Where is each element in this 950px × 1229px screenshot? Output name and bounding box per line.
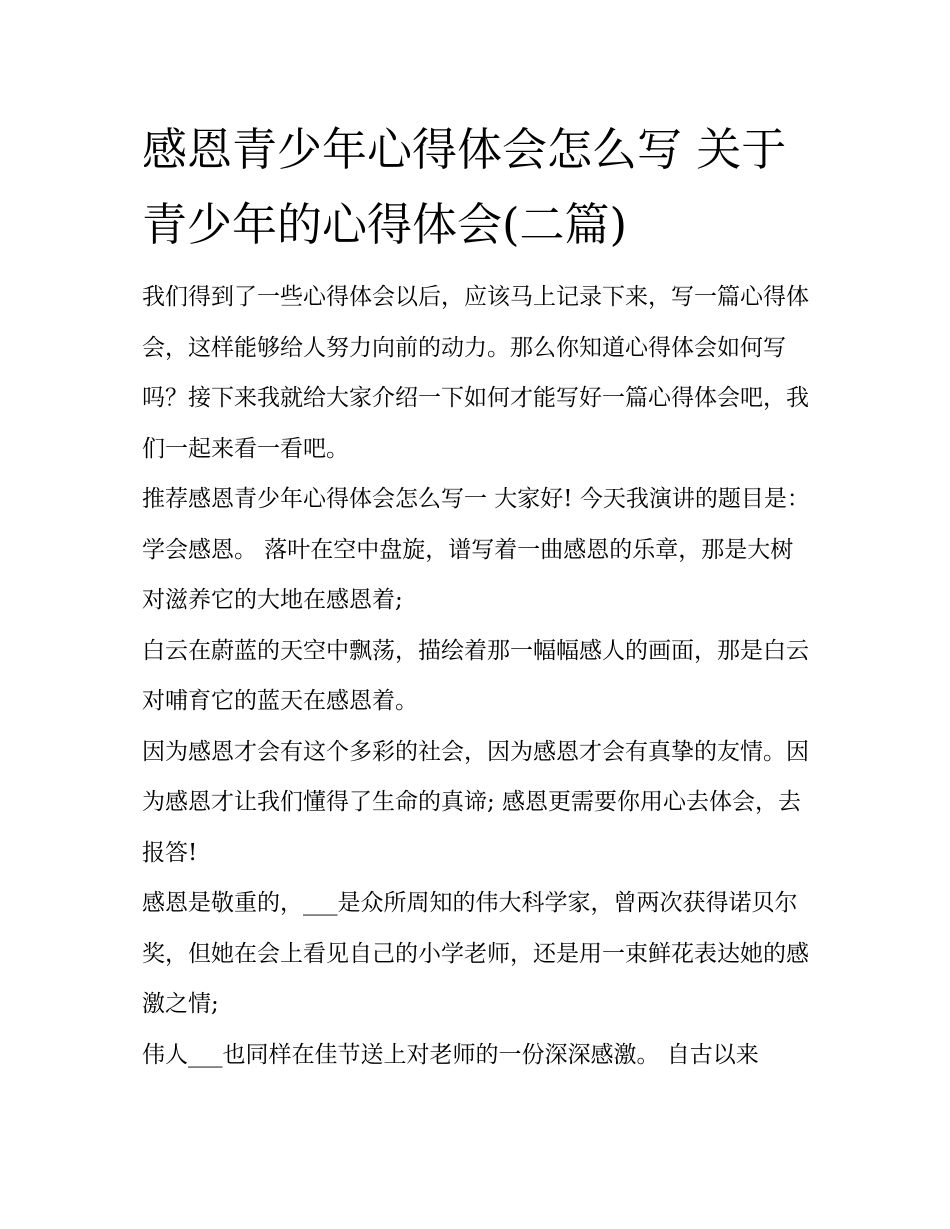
paragraph-society: 因为感恩才会有这个多彩的社会，因为感恩才会有真挚的友情。因为感恩才让我们懂得了生命的真谛; 感恩更需要你用心去体会，去报答! <box>142 738 809 866</box>
paragraph-scientist: 感恩是敬重的，___是众所周知的伟大科学家，曾两次获得诺贝尔奖，但她在会上看见自己的小学老师，还是用一束鲜花表达她的感激之情; <box>142 890 809 1017</box>
paragraph-clouds: 白云在蔚蓝的天空中飘荡，描绘着那一幅幅感人的画面，那是白云对哺育它的蓝天在感恩着。 <box>142 637 809 714</box>
paragraph-leaves: 推荐感恩青少年心得体会怎么写一 大家好! 今天我演讲的题目是：学会感恩。 落叶在空中盘旋，谱写着一曲感恩的乐章，那是大树对滋养它的大地在感恩着; <box>142 486 810 613</box>
document-body <box>142 112 814 1080</box>
paragraph-intro: 我们得到了一些心得体会以后，应该马上记录下来，写一篇心得体会，这样能够给人努力向前的动力。那么你知道心得体会如何写吗？接下来我就给大家介绍一下如何才能写好一篇心得体会吧，我们一起来看一看吧。 <box>142 284 809 462</box>
paragraph-great-man: 伟人___也同样在佳节送上对老师的一份深深感激。 自古以来 <box>142 1041 759 1068</box>
document-title: 感恩青少年心得体会怎么写 关于青少年的心得体会(二篇) <box>142 123 787 251</box>
